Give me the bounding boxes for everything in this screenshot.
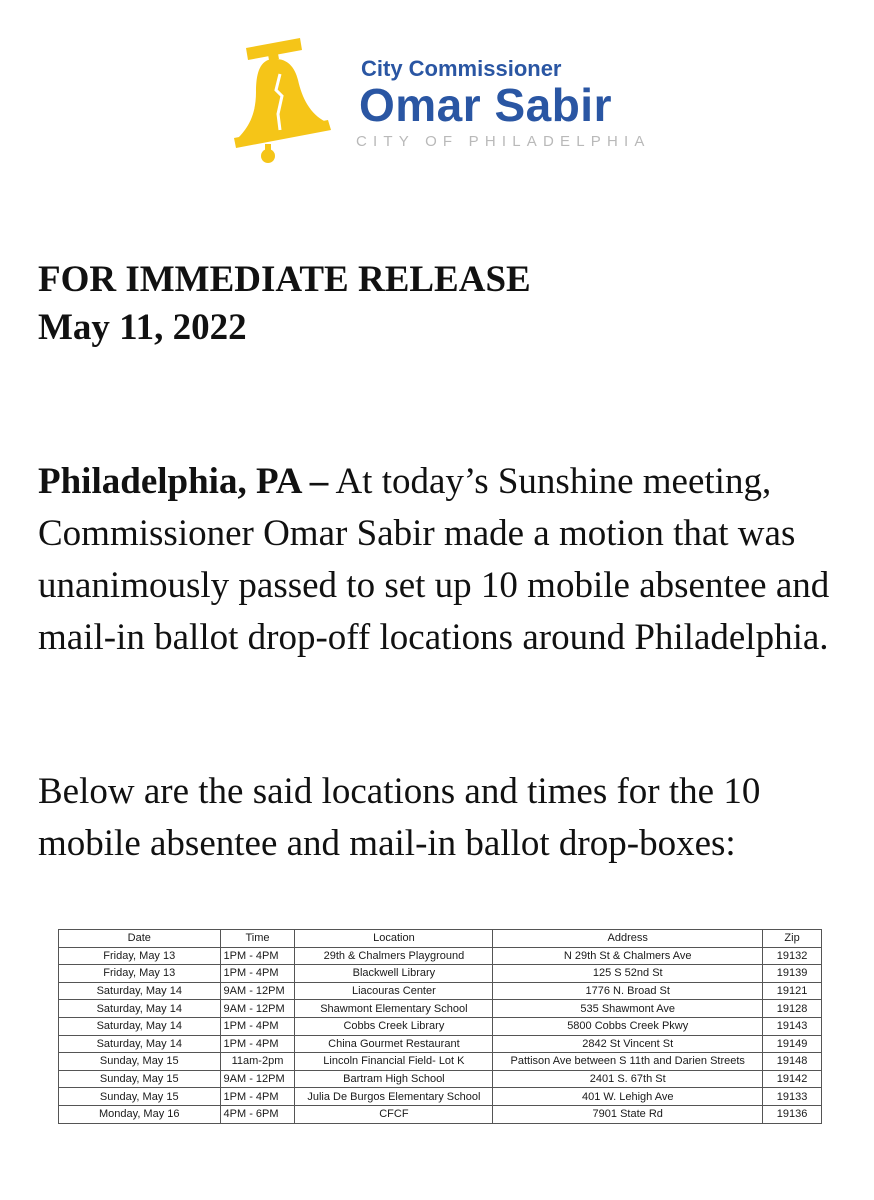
cell-date: Sunday, May 15 bbox=[59, 1070, 221, 1088]
cell-time: 1PM - 4PM bbox=[220, 1035, 295, 1053]
cell-time: 1PM - 4PM bbox=[220, 965, 295, 983]
cell-date: Saturday, May 14 bbox=[59, 1017, 221, 1035]
table-row bbox=[59, 1070, 822, 1088]
cell-address: 2842 St Vincent St bbox=[493, 1035, 763, 1053]
table-header-row bbox=[59, 930, 822, 948]
table-row bbox=[59, 965, 822, 983]
cell-zip: 19139 bbox=[763, 965, 822, 983]
cell-date: Saturday, May 14 bbox=[59, 1035, 221, 1053]
cell-zip: 19148 bbox=[763, 1053, 822, 1071]
logo bbox=[228, 30, 668, 170]
cell-zip: 19142 bbox=[763, 1070, 822, 1088]
cell-location: Shawmont Elementary School bbox=[295, 1000, 493, 1018]
cell-address: 1776 N. Broad St bbox=[493, 982, 763, 1000]
table-row bbox=[59, 1088, 822, 1106]
cell-location: Bartram High School bbox=[295, 1070, 493, 1088]
table-row bbox=[59, 1017, 822, 1035]
cell-location: Cobbs Creek Library bbox=[295, 1017, 493, 1035]
cell-location: 29th & Chalmers Playground bbox=[295, 947, 493, 965]
cell-time: 1PM - 4PM bbox=[220, 1017, 295, 1035]
cell-zip: 19149 bbox=[763, 1035, 822, 1053]
table-row bbox=[59, 1053, 822, 1071]
cell-address: 2401 S. 67th St bbox=[493, 1070, 763, 1088]
cell-date: Saturday, May 14 bbox=[59, 982, 221, 1000]
table-row bbox=[59, 1105, 822, 1123]
cell-zip: 19132 bbox=[763, 947, 822, 965]
cell-date: Friday, May 13 bbox=[59, 965, 221, 983]
cell-location: CFCF bbox=[295, 1105, 493, 1123]
cell-time: 9AM - 12PM bbox=[220, 982, 295, 1000]
cell-time: 4PM - 6PM bbox=[220, 1105, 295, 1123]
cell-address: N 29th St & Chalmers Ave bbox=[493, 947, 763, 965]
table-row bbox=[59, 947, 822, 965]
cell-zip: 19128 bbox=[763, 1000, 822, 1018]
cell-date: Sunday, May 15 bbox=[59, 1088, 221, 1106]
cell-time: 9AM - 12PM bbox=[220, 1070, 295, 1088]
cell-location: China Gourmet Restaurant bbox=[295, 1035, 493, 1053]
cell-time: 9AM - 12PM bbox=[220, 1000, 295, 1018]
table-row bbox=[59, 1035, 822, 1053]
cell-address: 5800 Cobbs Creek Pkwy bbox=[493, 1017, 763, 1035]
cell-date: Friday, May 13 bbox=[59, 947, 221, 965]
cell-time: 1PM - 4PM bbox=[220, 1088, 295, 1106]
dropoff-schedule-table bbox=[58, 929, 822, 1124]
cell-location: Julia De Burgos Elementary School bbox=[295, 1088, 493, 1106]
cell-address: 535 Shawmont Ave bbox=[493, 1000, 763, 1018]
cell-location: Blackwell Library bbox=[295, 965, 493, 983]
header-time: Time bbox=[220, 930, 295, 948]
header-date: Date bbox=[59, 930, 221, 948]
header-address: Address bbox=[493, 930, 763, 948]
cell-zip: 19143 bbox=[763, 1017, 822, 1035]
cell-zip: 19136 bbox=[763, 1105, 822, 1123]
logo-city: CITY OF PHILADELPHIA bbox=[356, 133, 651, 150]
logo-name: Omar Sabir bbox=[359, 79, 612, 131]
body-paragraph bbox=[38, 456, 868, 664]
header-zip: Zip bbox=[763, 930, 822, 948]
header-location: Location bbox=[295, 930, 493, 948]
cell-date: Monday, May 16 bbox=[59, 1105, 221, 1123]
release-label: FOR IMMEDIATE RELEASE bbox=[38, 259, 531, 300]
cell-date: Saturday, May 14 bbox=[59, 1000, 221, 1018]
cell-date: Sunday, May 15 bbox=[59, 1053, 221, 1071]
body-text: At today’s Sunshine meeting, Commissioner Omar Sabir made a motion that was unanimously passed to set up 10 mobile absentee and mail-in ballot drop-off locations around Philadelphia. bbox=[38, 461, 830, 658]
cell-zip: 19121 bbox=[763, 982, 822, 1000]
liberty-bell-icon bbox=[228, 34, 356, 164]
cell-location: Lincoln Financial Field- Lot K bbox=[295, 1053, 493, 1071]
logo-subtitle: City Commissioner bbox=[361, 56, 562, 81]
cell-location: Liacouras Center bbox=[295, 982, 493, 1000]
release-header bbox=[38, 256, 531, 352]
dateline: Philadelphia, PA – bbox=[38, 461, 329, 502]
release-date: May 11, 2022 bbox=[38, 307, 247, 348]
cell-address: Pattison Ave between S 11th and Darien Streets bbox=[493, 1053, 763, 1071]
cell-address: 7901 State Rd bbox=[493, 1105, 763, 1123]
locations-intro: Below are the said locations and times for the 10 mobile absentee and mail-in ballot drop-boxes: bbox=[38, 771, 761, 864]
cell-address: 401 W. Lehigh Ave bbox=[493, 1088, 763, 1106]
table-row bbox=[59, 1000, 822, 1018]
table-row bbox=[59, 982, 822, 1000]
cell-zip: 19133 bbox=[763, 1088, 822, 1106]
cell-address: 125 S 52nd St bbox=[493, 965, 763, 983]
cell-time: 11am-2pm bbox=[220, 1053, 295, 1071]
cell-time: 1PM - 4PM bbox=[220, 947, 295, 965]
